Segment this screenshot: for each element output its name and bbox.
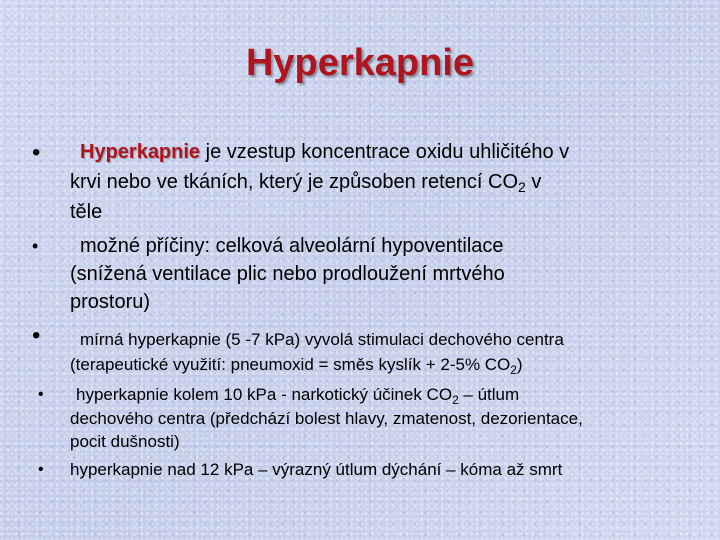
bullet-line: (snížená ventilace plic nebo prodloužení mrtvého [70, 263, 505, 285]
bullet-line [70, 354, 523, 376]
bullet-text: – útlum [458, 385, 520, 404]
bullet-marker: • [32, 322, 41, 349]
bullet-line [70, 169, 541, 196]
subscript: 2 [452, 393, 459, 407]
bullet-text: ) [516, 355, 523, 374]
bullet-text: je vzestup koncentrace oxidu uhličitého v [200, 141, 570, 163]
bullet-line [76, 384, 519, 406]
bullet-text: hyperkapnie kolem 10 kPa - narkotický účinek CO [76, 385, 453, 404]
bullet-line: pocit dušnosti) [70, 432, 180, 451]
bullet-text: v [525, 171, 542, 193]
bullet-line: těle [70, 201, 103, 223]
subscript: 2 [518, 179, 526, 195]
subscript: 2 [510, 363, 517, 377]
bullet-line: možné příčiny: celková alveolární hypoventilace [80, 235, 504, 257]
highlighted-term: Hyperkapnie [80, 141, 201, 163]
bullet-line: prostoru) [70, 291, 151, 313]
bullet-line: mírná hyperkapnie (5 -7 kPa) vyvolá stimulaci dechového centra [80, 330, 564, 349]
slide-title: Hyperkapnie [245, 42, 475, 84]
bullet-line: hyperkapnie nad 12 kPa – výrazný útlum dýchání – kóma až smrt [70, 460, 563, 479]
bullet-text: (terapeutické využití: pneumoxid = směs kyslík + 2-5% CO [70, 355, 511, 374]
bullet-text: krvi nebo ve tkáních, který je způsoben retencí CO [70, 171, 518, 193]
bullet-marker: • [32, 236, 39, 256]
bullet-marker: • [38, 461, 44, 478]
bullet-line [80, 139, 569, 166]
bullet-marker: • [32, 139, 41, 166]
bullet-line: dechového centra (předchází bolest hlavy, zmatenost, dezorientace, [70, 409, 583, 428]
bullet-marker: • [38, 386, 44, 403]
